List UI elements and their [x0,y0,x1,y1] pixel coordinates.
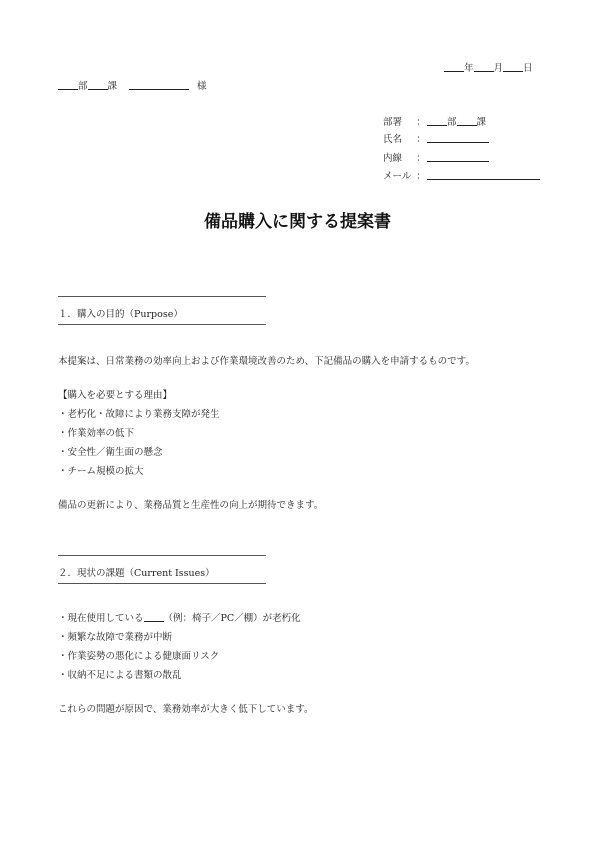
recipient-dept-label: 部 [78,81,88,92]
issue-item: ・作業姿勢の悪化による健康面リスク [58,651,220,662]
equipment-blank[interactable] [144,611,164,622]
colon: ： [416,134,426,145]
sender-ext-row [383,150,489,164]
issue-item: ・頻繁な故障で業務が中断 [58,632,173,643]
issue1-prefix: ・現在使用している [58,613,144,624]
sender-ext-label: 内線 [383,153,403,164]
sender-name-label: 氏名 [383,134,403,145]
sender-dept-suffix: 部 [447,117,457,128]
year-blank[interactable] [444,61,464,72]
sender-section-suffix: 課 [476,117,487,128]
document-title: 備品購入に関する提案書 [204,212,391,232]
colon: ： [416,117,426,128]
sender-dept-blank[interactable] [427,115,447,126]
sender-dept-row [383,114,486,128]
issue1-suffix: （例：椅子／PC／棚）が老朽化 [163,613,301,624]
day-label: 日 [523,63,533,74]
recipient-honorific: 様 [197,81,207,92]
section1-heading: １．購入の目的（Purpose） [58,309,183,320]
sender-section-blank[interactable] [457,115,477,126]
sender-mail-label: メール [383,171,412,182]
issue-item: ・収納不足による書類の散乱 [58,670,182,681]
reason-item: ・チーム規模の拡大 [58,466,144,477]
recipient-section-label: 課 [107,81,118,92]
section2-top-rule [58,555,266,556]
section2-heading: ２．現状の課題（Current Issues） [58,568,215,579]
sender-ext-blank[interactable] [427,151,489,162]
sender-name-row [383,131,489,145]
sender-name-blank[interactable] [427,132,489,143]
colon: ： [416,171,426,182]
sender-mail-row [383,168,540,182]
month-label: 月 [493,63,504,74]
recipient-line [58,78,207,92]
section2-bottom-rule [58,583,266,584]
section1-conclusion: 備品の更新により、業務品質と生産性の向上が期待できます。 [58,500,324,511]
colon: ： [416,153,426,164]
reasons-heading: 【購入を必要とする理由】 [58,390,173,401]
sender-dept-label: 部署 [383,117,403,128]
date-line [444,60,533,74]
reason-item: ・老朽化・故障により業務支障が発生 [58,409,220,420]
recipient-section-blank[interactable] [88,79,108,90]
month-blank[interactable] [474,61,494,72]
day-blank[interactable] [503,61,523,72]
recipient-dept-blank[interactable] [58,79,78,90]
section2-conclusion: これらの問題が原因で、業務効率が大きく低下しています。 [58,704,314,715]
recipient-name-blank[interactable] [129,79,189,90]
section1-bottom-rule [58,324,266,325]
sender-mail-blank[interactable] [427,169,540,180]
issue-item [58,610,301,624]
year-label: 年 [464,63,474,74]
reason-item: ・安全性／衛生面の懸念 [58,447,163,458]
section1-intro: 本提案は、日常業務の効率向上および作業環境改善のため、下記備品の購入を申請するものです。 [58,356,475,367]
section1-top-rule [58,296,266,297]
reason-item: ・作業効率の低下 [58,428,135,439]
